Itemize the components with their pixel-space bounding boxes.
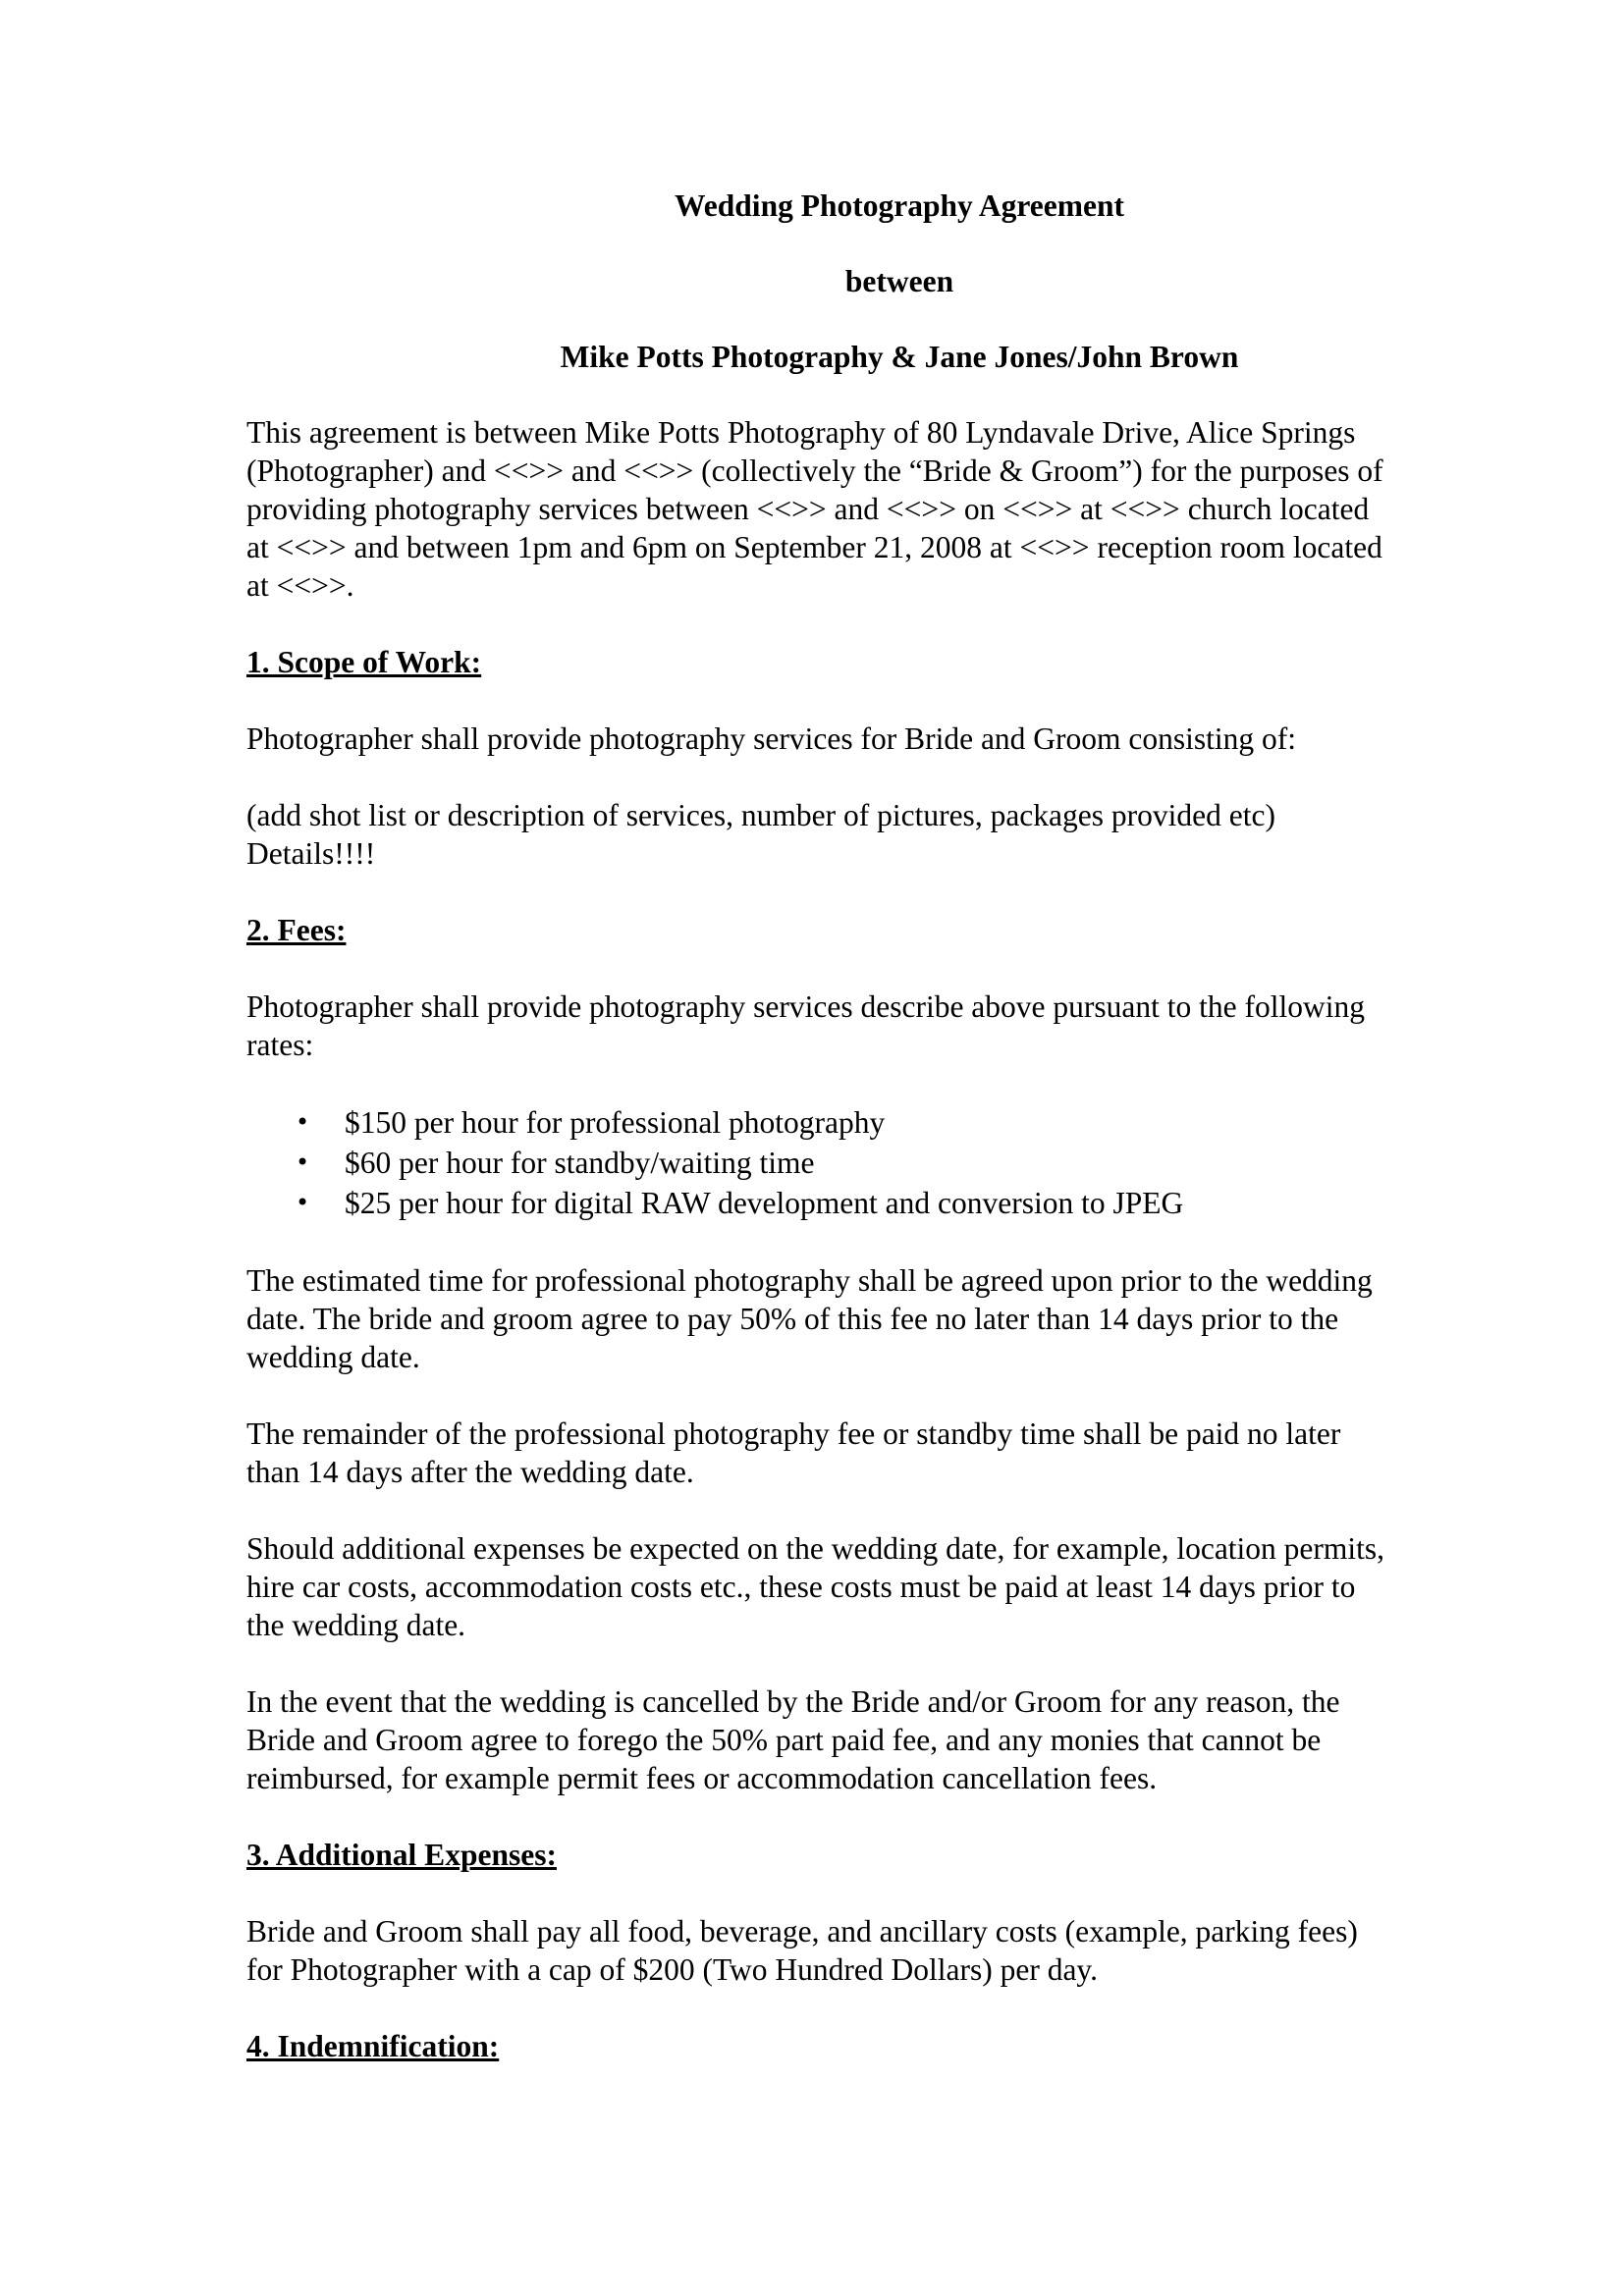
document-page <box>246 187 1395 2104</box>
rate-item: • $60 per hour for standby/waiting time <box>246 1143 1395 1183</box>
section-heading-fees: 2. Fees: <box>246 913 347 947</box>
section-heading-indemnification: 4. Indemnification: <box>246 2029 500 2063</box>
fees-paragraph: The estimated time for professional photography shall be agreed upon prior to the wedding date. The bride and groom agree to pay 50% of this fee no later than 14 days prior to the wedding date. <box>246 1263 1373 1374</box>
section-heading-scope: 1. Scope of Work: <box>246 645 482 679</box>
parties-line: Mike Potts Photography & Jane Jones/John Brown <box>560 340 1239 374</box>
section-heading-additional-expenses: 3. Additional Expenses: <box>246 1838 557 1872</box>
fees-paragraph: The remainder of the professional photography fee or standby time shall be paid no later than 14 days after the wedding date. <box>246 1416 1341 1489</box>
fees-paragraph: Should additional expenses be expected on the wedding date, for example, location permits, hire car costs, accommodation costs etc., these costs must be paid at least 14 days prior to the wedding date. <box>246 1531 1385 1642</box>
rate-item: • $150 per hour for professional photography <box>246 1102 1395 1143</box>
scope-paragraph: (add shot list or description of services, number of pictures, packages provided etc) Details!!!! <box>246 798 1275 871</box>
between-line: between <box>844 264 954 298</box>
fees-paragraph: In the event that the wedding is cancelled by the Bride and/or Groom for any reason, the Bride and Groom agree to forego the 50% part paid fee, and any monies that cannot be reimbursed, for example permit fees or accommodation cancellation fees. <box>246 1684 1340 1795</box>
document-title: Wedding Photography Agreement <box>675 188 1124 223</box>
intro-paragraph: This agreement is between Mike Potts Photography of 80 Lyndavale Drive, Alice Springs (Photographer) and <<>> and <<>> (collectively the “Bride & Groom”) for the purposes of providing photography services between <<>> and <<>> on <<>> at <<>> church located at <<>> and between 1pm and 6pm on September 21, 2008 at <<>> reception room located at <<>>. <box>246 415 1383 603</box>
scope-paragraph: Photographer shall provide photography services for Bride and Groom consisting of: <box>246 721 1297 756</box>
fees-lead-paragraph: Photographer shall provide photography services describe above pursuant to the following rates: <box>246 989 1365 1062</box>
additional-expenses-paragraph: Bride and Groom shall pay all food, beverage, and ancillary costs (example, parking fees) for Photographer with a cap of $200 (Two Hundred Dollars) per day. <box>246 1914 1358 1987</box>
rates-list <box>246 1102 1395 1223</box>
rate-item: • $25 per hour for digital RAW development and conversion to JPEG <box>246 1183 1395 1223</box>
